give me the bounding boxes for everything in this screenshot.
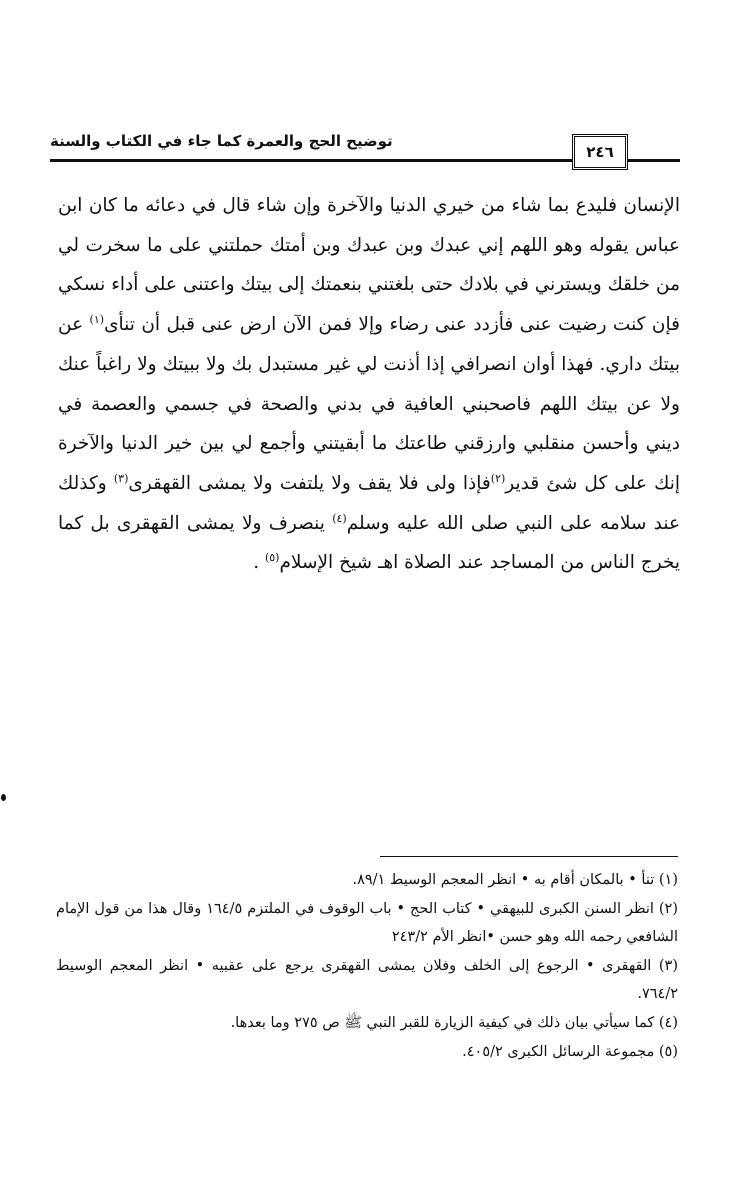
footnote: (٥) مجموعة الرسائل الكبرى ٤٠٥/٢. bbox=[462, 1044, 678, 1060]
margin-mark bbox=[1, 794, 6, 801]
page-header bbox=[50, 128, 680, 178]
footnote-ref: (٤) bbox=[332, 511, 347, 525]
footnotes bbox=[56, 866, 678, 1067]
footnote: (٢) انظر السنن الكبرى للبيهقي • كتاب الحج • باب الوقوف في الملتزم ١٦٤/٥ وقال هذا من قول الإمام الشافعي رحمه الله وهو حسن •انظر الأم ٢٤٣/٢ bbox=[56, 901, 678, 945]
running-title: توضيح الحج والعمرة كما جاء في الكتاب والسنة bbox=[50, 132, 393, 150]
main-text bbox=[58, 186, 680, 583]
footnote: (١) تنأ • بالمكان أقام به • انظر المعجم الوسيط ٨٩/١. bbox=[352, 872, 678, 888]
text-segment: وكذلك عند سلامه على النبي صلى الله عليه وسلم bbox=[58, 472, 681, 534]
footnote-ref: (٣) bbox=[113, 471, 129, 485]
text-segment: عن بيتك داري. فهذا أوان انصرافي إذا أذنت لي غير مستبدل بك ولا ببيتك ولا راغباً عنك ولا عن بيتك اللهم فاصحبني العافية في بدني والصحة في جسمي والعصمة في ديني وأحسن منقلبي وارزقني طاعتك ما أبقيتني وأجمع لي بين خير الدنيا والآخرة إنك على كل شئ قدير bbox=[58, 314, 681, 494]
footnote-separator bbox=[380, 856, 678, 857]
footnote: (٣) القهقرى • الرجوع إلى الخلف وفلان يمشى القهقرى يرجع على عقبيه • انظر المعجم الوسيط ٧٦٤/٢. bbox=[56, 958, 678, 1002]
footnote: (٤) كما سيأتي بيان ذلك في كيفية الزيارة للقبر النبي ﷺ ص ٢٧٥ وما بعدها. bbox=[230, 1015, 678, 1031]
footnote-ref: (١) bbox=[89, 312, 105, 326]
footnote-ref: (٥) bbox=[264, 551, 280, 565]
text-segment: ينصرف ولا يمشى القهقرى بل كما يخرج الناس من المساجد عند الصلاة اهـ شيخ الإسلام bbox=[58, 512, 680, 574]
text-segment: فإذا ولى فلا يقف ولا يلتفت ولا يمشى القهقرى bbox=[128, 472, 491, 494]
text-segment: الإنسان فليدع بما شاء من خيري الدنيا والآخرة وإن شاء قال في دعائه ما كان ابن عباس يقوله وهو اللهم إني عبدك وبن عبدك وبن أمتك حملتني على ما سخرت لي من خلقك ويسترني في بلادك حتى بلغتني بنعمتك إلى بيتك واعتنى على أداء نسكي فإن كنت رضيت عنى فأزدد عنى رضاء وإلا فمن الآن ارض عنى قبل أن تنأى bbox=[58, 195, 680, 336]
page-number: ٢٤٦ bbox=[572, 134, 628, 170]
footnote-ref: (٢) bbox=[490, 471, 506, 485]
paragraph bbox=[58, 186, 680, 583]
text-segment: . bbox=[253, 552, 265, 574]
